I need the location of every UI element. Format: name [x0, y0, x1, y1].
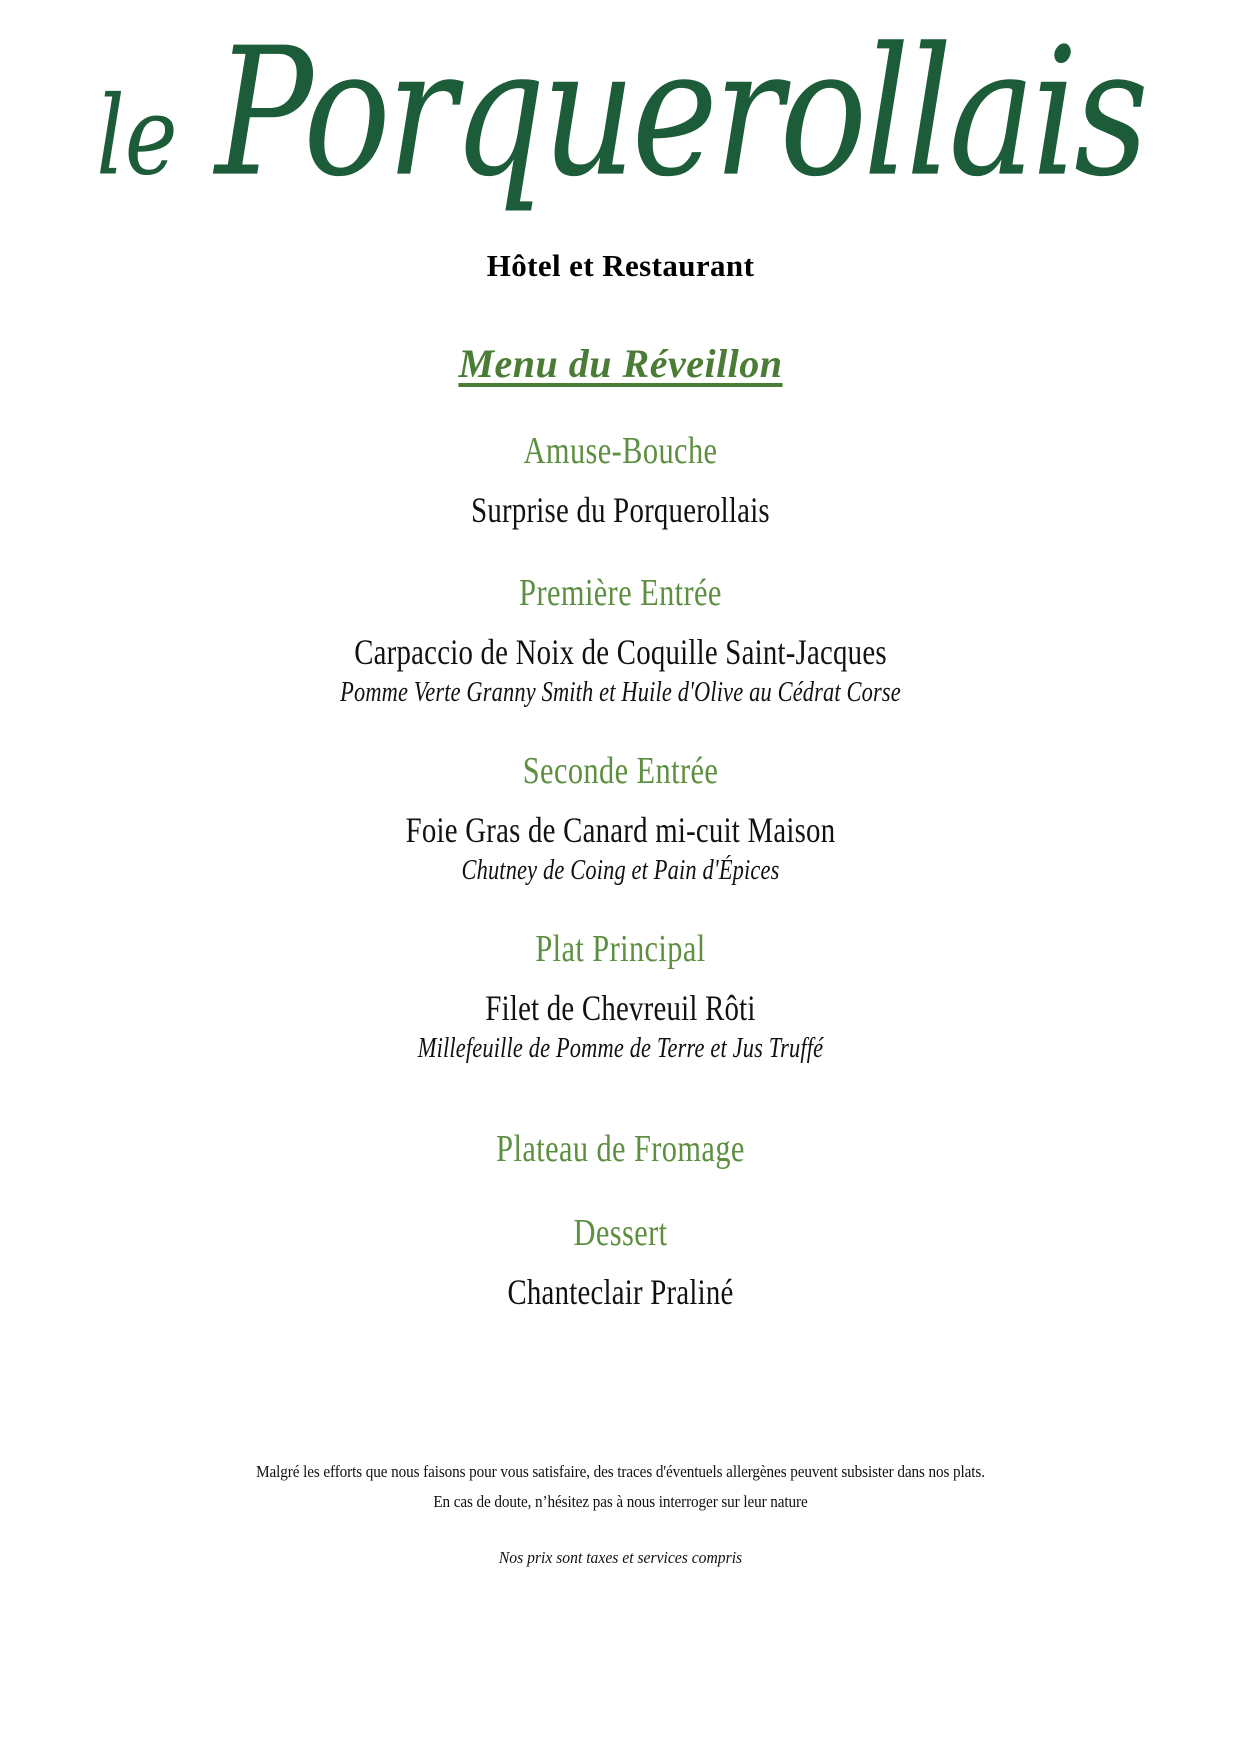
course-heading: Dessert: [573, 1212, 668, 1254]
page-title: Menu du Réveillon: [458, 341, 783, 386]
dish-description: Millefeuille de Pomme de Terre et Jus Truffé: [417, 1033, 824, 1064]
restaurant-logo: [0, 10, 1241, 217]
logo-wordmark: [96, 10, 1145, 217]
course-section: [0, 571, 1241, 709]
course-section: [0, 749, 1241, 887]
footer: [0, 1457, 1241, 1568]
course-heading: Seconde Entrée: [522, 750, 719, 792]
dish-description: Pomme Verte Granny Smith et Huile d'Olive au Cédrat Corse: [340, 677, 901, 708]
dish-description: Chutney de Coing et Pain d'Épices: [461, 855, 780, 886]
logo-main-text: Porquerollais: [215, 10, 1145, 217]
course-heading: Amuse-Bouche: [523, 430, 718, 472]
course-section: [0, 927, 1241, 1065]
dish-name: Foie Gras de Canard mi-cuit Maison: [405, 810, 836, 850]
course-heading: Plateau de Fromage: [496, 1128, 745, 1170]
price-notice: Nos prix sont taxes et services compris: [498, 1548, 743, 1567]
allergen-notice-line-2: En cas de doute, n’hésitez pas à nous interroger sur leur nature: [433, 1492, 808, 1512]
dish-name: Chanteclair Praliné: [507, 1272, 734, 1312]
establishment-subtitle: Hôtel et Restaurant: [486, 248, 755, 283]
course-heading: Plat Principal: [535, 928, 706, 970]
dish-name: Filet de Chevreuil Rôti: [485, 988, 756, 1028]
dish-name: Surprise du Porquerollais: [471, 490, 770, 530]
dish-name: Carpaccio de Noix de Coquille Saint-Jacques: [354, 632, 887, 672]
course-section: [0, 1127, 1241, 1171]
course-section: [0, 429, 1241, 531]
logo-lead-text: le: [96, 73, 178, 200]
allergen-notice-line-1: Malgré les efforts que nous faisons pour vous satisfaire, des traces d'éventuels allergènes peuvent subsister dans nos plats.: [256, 1461, 985, 1481]
course-section: [0, 1211, 1241, 1313]
course-heading: Première Entrée: [519, 572, 722, 614]
